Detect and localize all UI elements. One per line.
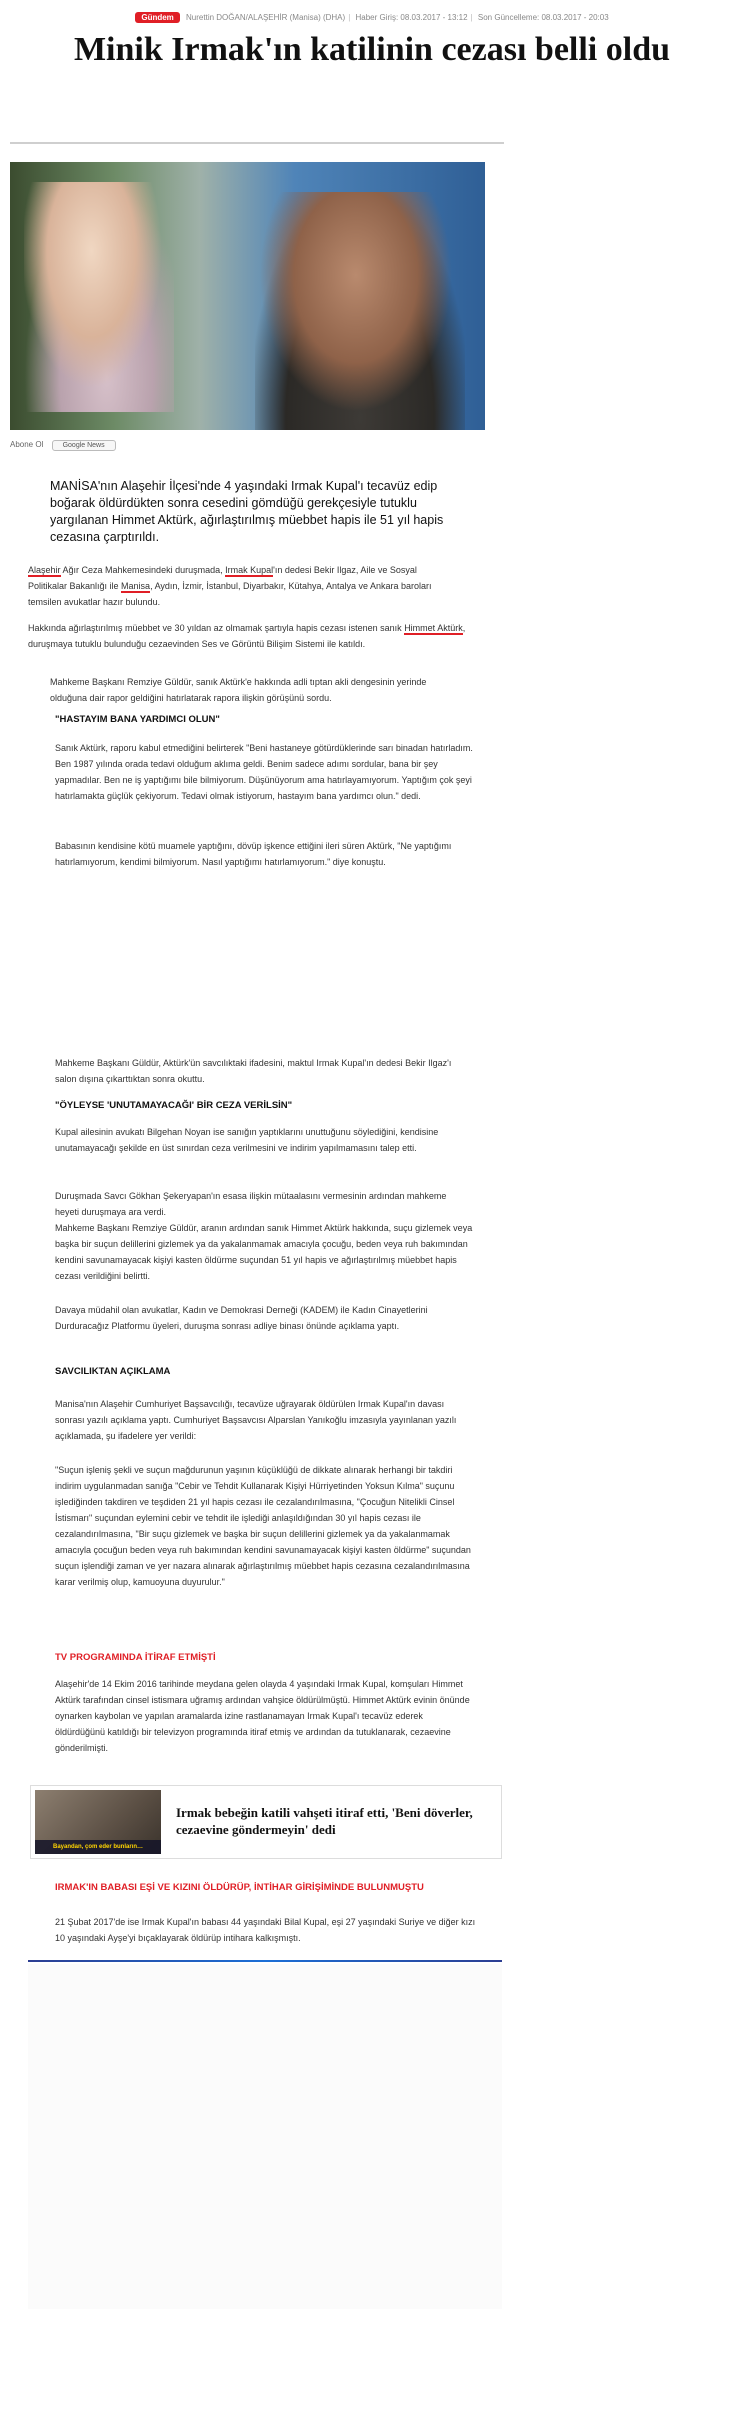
- follow-label: Abone Ol: [10, 440, 44, 449]
- subheading-irmakin-babasi: IRMAK'IN BABASI EŞİ VE KIZINI ÖLDÜRÜP, İNTİHAR GİRİŞİMİNDE BULUNMUŞTU: [55, 1882, 424, 1893]
- related-article-thumbnail: [35, 1790, 161, 1854]
- body-paragraph-11: Manisa'nın Alaşehir Cumhuriyet Başsavcılığı, tecavüze uğrayarak öldürülen Irmak Kupal'ın davası sonrası yazılı açıklama yaptı. Cumhuriyet Başsavcısı Alparslan Yanıkoğlu imzasıyla yayınlanan yazılı açıklamada, şu ifadelere yer verildi:: [55, 1399, 457, 1441]
- ad-top-border: [28, 1960, 502, 1962]
- updated-date: Son Güncelleme: 08.03.2017 - 20:03: [477, 13, 609, 22]
- category-badge[interactable]: Gündem: [135, 12, 179, 23]
- body-paragraph-3: Mahkeme Başkanı Remziye Güldür, sanık Aktürk'e hakkında adli tıptan akli dengesinin yerinde olduğuna dair rapor geldiğini hatırlatarak rapora ilişkin görüşünü sordu.: [50, 677, 427, 703]
- hero-child-figure: [24, 182, 174, 412]
- published-date: Haber Giriş: 08.03.2017 - 13:12: [355, 13, 468, 22]
- google-news-button[interactable]: Google News: [52, 440, 116, 451]
- article-meta: Gündem Nurettin DOĞAN/ALAŞEHİR (Manisa) (DHA) | Haber Giriş: 08.03.2017 - 13:12 | Son Güncelleme: 08.03.2017 - 20:03: [0, 12, 744, 23]
- subheading-hastayim: "HASTAYIM BANA YARDIMCI OLUN": [55, 714, 220, 725]
- link-irmak-kupal[interactable]: Irmak Kupal: [225, 565, 274, 575]
- divider: [10, 142, 504, 144]
- link-alasehir[interactable]: Alaşehir: [28, 565, 61, 575]
- author: Nurettin DOĞAN/ALAŞEHİR (Manisa) (DHA): [186, 13, 346, 22]
- hero-man-figure: [255, 192, 465, 430]
- related-article-card[interactable]: [30, 1785, 502, 1859]
- related-thumbnail-caption: Bayandan, çom eder bunların…: [35, 1840, 161, 1854]
- headline: Minik Irmak'ın katilinin cezası belli oldu: [73, 31, 671, 68]
- body-paragraph-12: "Suçun işleniş şekli ve suçun mağdurunun yaşının küçüklüğü de dikkate alınarak herhangi bir takdiri indirim uygulanmadan sanığa "Cebir ve Tehdit Kullanarak Kişiyi Hürriyetinden Yoksun Kılma" suçunu işlediğinden takdiren ve teşdiden 21 yıl hapis cezası ile cezalandırılmasına, "Çocuğun Nitelikli Cinsel İstismarı" suçundan eylemini cebir ve tehdit ile işlediği anlaşıldığından 30 yıl hapis cezası ile cezalandırılmasına, "Bir suçu gizlemek ve başka bir suçun delillerini gizlemek ya da yakalanmamak amacıyla çocuğun beden veya ruh bakımından kendini savunamayacak kişiyi kasten öldürme" suçundan suçun işlendiği zaman ve yer nazara alınarak ağırlaştırılmış müebbet hapis cezasına cezalandırılmasına karar verilmiş olup, kamuoyuna duyurulur.": [55, 1465, 471, 1587]
- body-paragraph-5: Babasının kendisine kötü muamele yaptığını, dövüp işkence ettiğini ileri süren Aktürk, "Ne yaptığımı hatırlamıyorum, kendimi bilmiyorum. Nasıl yaptığımı hatırlamıyorum." diye konuştu.: [55, 841, 452, 867]
- body-paragraph-1: Alaşehir Ağır Ceza Mahkemesindeki duruşmada, Irmak Kupal'ın dedesi Bekir Ilgaz, Aile ve Sosyal Politikalar Bakanlığı ile Manisa, Aydın, İzmir, İstanbul, Diyarbakır, Kütahya, Antalya ve Ankara baroları temsilen avukatlar hazır bulundu.: [28, 565, 432, 607]
- follow-bar: [10, 440, 116, 451]
- body-paragraph-13: Alaşehir'de 14 Ekim 2016 tarihinde meydana gelen olayda 4 yaşındaki Irmak Kupal, komşuları Himmet Aktürk tarafından cinsel istismara uğramış ardından vahşice öldürülmüştü. Himmet Aktürk evinin önünde oynarken kaybolan ve yapılan aramalarda izine rastlanamayan Irmak Kupal'ı tecavüz ederek öldürdüğünü katıldığı bir televizyon programında itiraf etmiş ve ardından da tutuklanarak, cezaevine gönderilmişti.: [55, 1679, 470, 1753]
- hero-image: [10, 162, 485, 430]
- body-paragraph-6: Mahkeme Başkanı Güldür, Aktürk'ün savcılıktaki ifadesini, maktul Irmak Kupal'ın dedesi Bekir Ilgaz'ı salon dışına çıkarttıktan sonra okuttu.: [55, 1058, 452, 1084]
- body-paragraph-14: 21 Şubat 2017'de ise Irmak Kupal'ın babası 44 yaşındaki Bilal Kupal, eşi 27 yaşındaki Suriye ve diğer kızı 10 yaşındaki Ayşe'yi bıçaklayarak öldürüp intihara kalkışmıştı.: [55, 1917, 476, 1943]
- body-paragraph-9: Mahkeme Başkanı Remziye Güldür, aranın ardından sanık Himmet Aktürk hakkında, suçu gizlemek veya başka bir suçun delillerini gizlemek ya da yakalanmamak amacıyla çocuğu, beden veya ruh bakımından kendini savunamayacak kişiyi kasten öldürme suçundan 51 yıl hapis ve ağırlaştırılmış müebbet hapis cezası verildiğini belirtti.: [55, 1223, 473, 1281]
- body-paragraph-7: Kupal ailesinin avukatı Bilgehan Noyan ise sanığın yaptıklarını unuttuğunu söylediğini, kendisine unutamayacağı şekilde en üst sınırdan ceza verilmesini ve indirim yapılmamasını talep etti.: [55, 1127, 439, 1153]
- related-article-title[interactable]: Irmak bebeğin katili vahşeti itiraf etti, 'Beni döverler, cezaevine göndermeyin' dedi: [176, 1805, 473, 1837]
- body-paragraph-2: Hakkında ağırlaştırılmış müebbet ve 30 yıldan az olmamak şartıyla hapis cezası istenen sanık Himmet Aktürk, duruşmaya tutuklu bulunduğu cezaevinden Ses ve Görüntü Bilişim Sistemi ile katıldı.: [28, 623, 466, 649]
- lead-paragraph: MANİSA'nın Alaşehir İlçesi'nde 4 yaşındaki Irmak Kupal'ı tecavüz edip boğarak öldürdükten sonra cesedini gömdüğü gerekçesiyle tutuklu yargılanan Himmet Aktürk, ağırlaştırılmış müebbet hapis ile 51 yıl hapis cezasına çarptırıldı.: [50, 479, 444, 544]
- subheading-oyleyse: "ÖYLEYSE 'UNUTAMAYACAĞI' BİR CEZA VERİLSİN": [55, 1100, 293, 1111]
- body-paragraph-10: Davaya müdahil olan avukatlar, Kadın ve Demokrasi Derneği (KADEM) ile Kadın Cinayetlerini Durduracağız Platformu üyeleri, duruşma sonrası adliye binası önünde açıklama yaptı.: [55, 1305, 428, 1331]
- body-paragraph-8: Duruşmada Savcı Gökhan Şekeryapan'ın esasa ilişkin mütaalasını vermesinin ardından mahkeme heyeti duruşmaya ara verdi.: [55, 1191, 447, 1217]
- link-manisa[interactable]: Manisa: [121, 581, 151, 591]
- subheading-tv-programinda: TV PROGRAMINDA İTİRAF ETMİŞTİ: [55, 1652, 216, 1663]
- subheading-savciliktan: SAVCILIKTAN AÇIKLAMA: [55, 1366, 171, 1377]
- body-paragraph-4: Sanık Aktürk, raporu kabul etmediğini belirterek "Beni hastaneye götürdüklerinde sarı binadan hatırladım. Ben 1987 yılında orada tedavi olduğum aklıma geldi. Benim sadece adımı sordular, bana bir şey yapmadılar. Ben ne iş yaptığımı bile bilmiyorum. Düşünüyorum ama hatırlayamıyorum. Yaptığım çok şeyi hatırlamakta güçlük çekiyorum. Tedavi olmak istiyorum, hastayım bana yardımcı olun." dedi.: [55, 743, 473, 801]
- ad-slot: [28, 1964, 502, 2309]
- link-himmet-akturk[interactable]: Himmet Aktürk: [404, 623, 463, 633]
